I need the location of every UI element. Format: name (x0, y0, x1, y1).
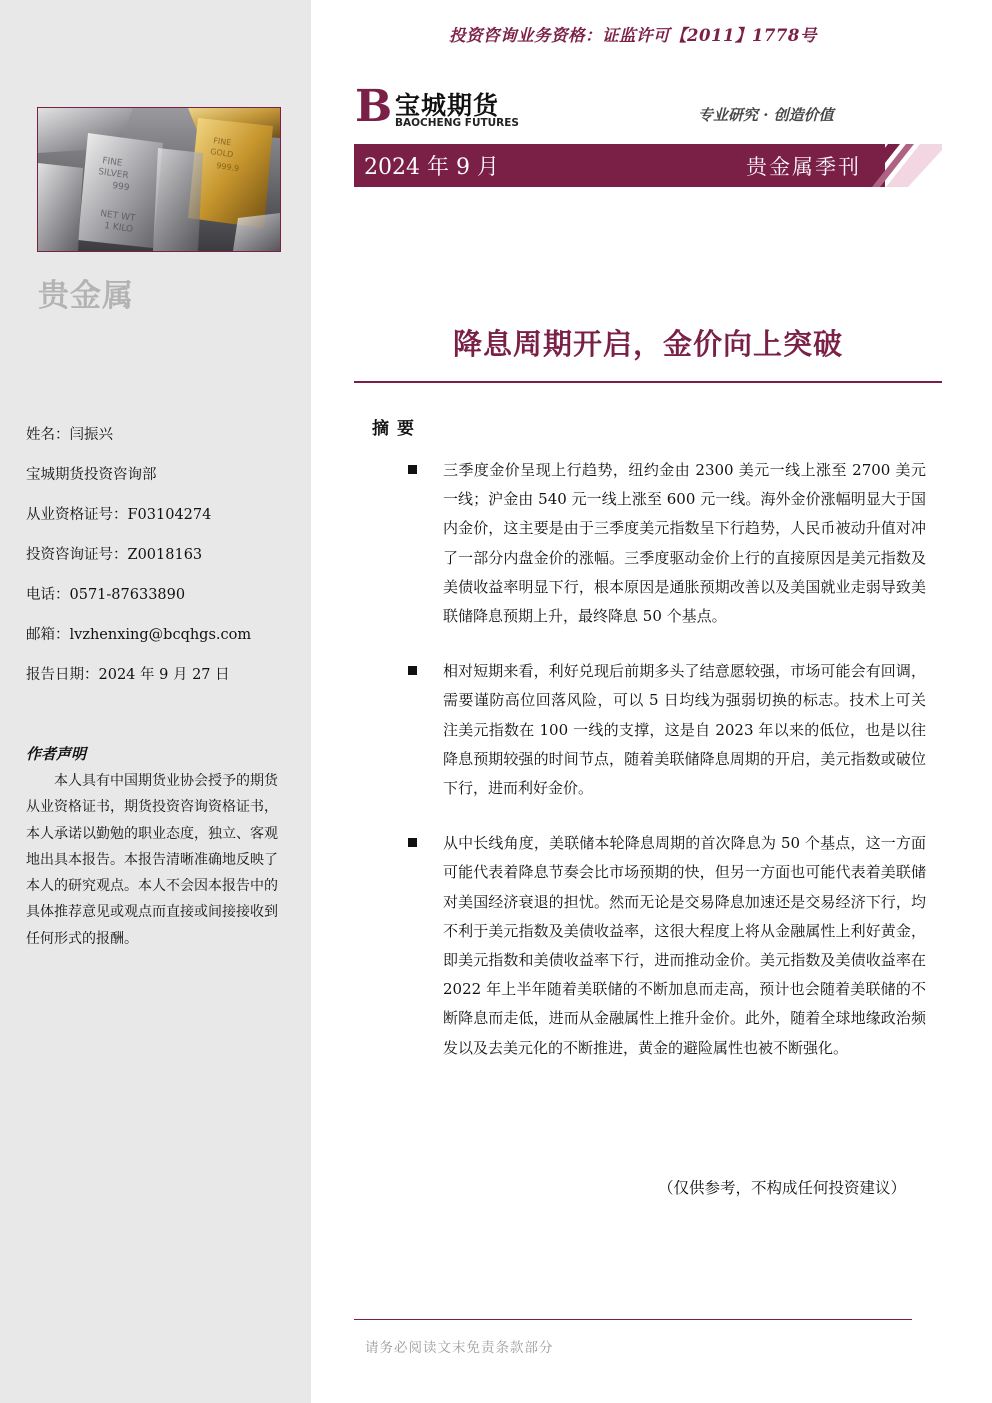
svg-text:FINE: FINE (101, 156, 124, 169)
author-declaration-body: 本人具有中国期货业协会授予的期货从业资格证书，期货投资咨询资格证书，本人承诺以勤勉的职业态度，独立、客观地出具本报告。本报告清晰准确地反映了本人的研究观点。本人不会因本报告中的具体推荐意见或观点而直接或间接接收到任何形式的报酬。 (26, 773, 278, 947)
svg-text:999.9: 999.9 (215, 161, 240, 174)
sidebar (0, 0, 311, 1403)
summary-list (404, 456, 926, 1089)
bullet-square-icon (408, 465, 417, 474)
footer-note: 请务必阅读文末免责条款部分 (365, 1340, 554, 1356)
svg-text:FINE: FINE (212, 136, 232, 148)
summary-item (404, 456, 926, 631)
logo-en: BAOCHENG FUTURES (395, 117, 519, 129)
summary-heading: 摘要 (372, 419, 422, 439)
author-department: 宝城期货投资咨询部 (26, 467, 157, 483)
svg-text:SILVER: SILVER (97, 167, 130, 182)
svg-text:999: 999 (111, 181, 130, 194)
svg-text:1 KILO: 1 KILO (103, 221, 134, 235)
report-date: 报告日期：2024 年 9 月 27 日 (26, 667, 230, 683)
company-logo (355, 81, 525, 132)
banner-date: 2024 年 9 月 (364, 155, 499, 180)
footer-divider (354, 1319, 912, 1320)
author-declaration-title: 作者声明 (26, 745, 87, 763)
banner-stripes-decoration (858, 144, 942, 187)
bullet-square-icon (408, 666, 417, 675)
author-name: 姓名：闫振兴 (26, 427, 113, 443)
banner-report-type: 贵金属季刊 (746, 155, 861, 179)
summary-item (404, 829, 926, 1063)
gold-silver-bars-image (37, 107, 281, 252)
reference-disclaimer: （仅供参考，不构成任何投资建议） (658, 1179, 907, 1197)
summary-item (404, 657, 926, 803)
summary-item-text: 相对短期来看，利好兑现后前期多头了结意愿较强，市场可能会有回调，需要谨防高位回落风险，可以 5 日均线为强弱切换的标志。技术上可关注美元指数在 100 一线的支撑，这是自 2023 年以来的低位，也是以往降息预期较强的时间节点，随着美联储降息周期的开启，美元指数或破位下行，进而利好金价。 (443, 662, 926, 798)
author-email: 邮箱：lvzhenxing@bcqhgs.com (26, 627, 252, 643)
svg-text:NET WT: NET WT (99, 209, 136, 224)
summary-item-text: 三季度金价呈现上行趋势，纽约金由 2300 美元一线上涨至 2700 美元一线；沪金由 540 元一线上涨至 600 元一线。海外金价涨幅明显大于国内金价，这主要是由于三季度美元指数呈下行趋势，人民币被动升值对冲了一部分内盘金价的涨幅。三季度驱动金价上行的直接原因是美元指数及美债收益率明显下行，根本原因是通胀预期改善以及美国就业走弱导致美联储降息预期上升，最终降息 50 个基点。 (443, 461, 926, 626)
logo-cn: 宝城期货 (395, 91, 500, 120)
practice-license: 从业资格证号：F03104274 (26, 507, 212, 523)
author-info (26, 424, 296, 704)
consulting-license: 投资咨询证号：Z0018163 (26, 547, 203, 563)
report-title: 降息周期开启，金价向上突破 (452, 327, 843, 361)
author-phone: 电话：0571-87633890 (26, 587, 186, 603)
sector-label: 贵金属 (38, 278, 134, 314)
title-divider (354, 381, 942, 383)
qualification-line: 投资咨询业务资格：证监许可【2011】1778号 (449, 26, 817, 45)
logo-mark-icon: B (355, 81, 393, 132)
issue-banner (354, 144, 885, 187)
svg-text:GOLD: GOLD (209, 147, 234, 160)
summary-item-text: 从中长线角度，美联储本轮降息周期的首次降息为 50 个基点，这一方面可能代表着降息节奏会比市场预期的快，但另一方面也可能代表着美联储对美国经济衰退的担忧。然而无论是交易降息加速还是交易经济下行，均不利于美元指数及美债收益率，这很大程度上将从金融属性上利好黄金，即美元指数和美债收益率下行，进而推动金价。美元指数及美债收益率在 2022 年上半年随着美联储的不断加息而走高，预计也会随着美联储的不断降息而走低，进而从金融属性上推升金价。此外，随着全球地缘政治频发以及去美元化的不断推进，黄金的避险属性也被不断强化。 (443, 834, 926, 1057)
slogan: 专业研究 · 创造价值 (698, 106, 834, 124)
bullet-square-icon (408, 838, 417, 847)
